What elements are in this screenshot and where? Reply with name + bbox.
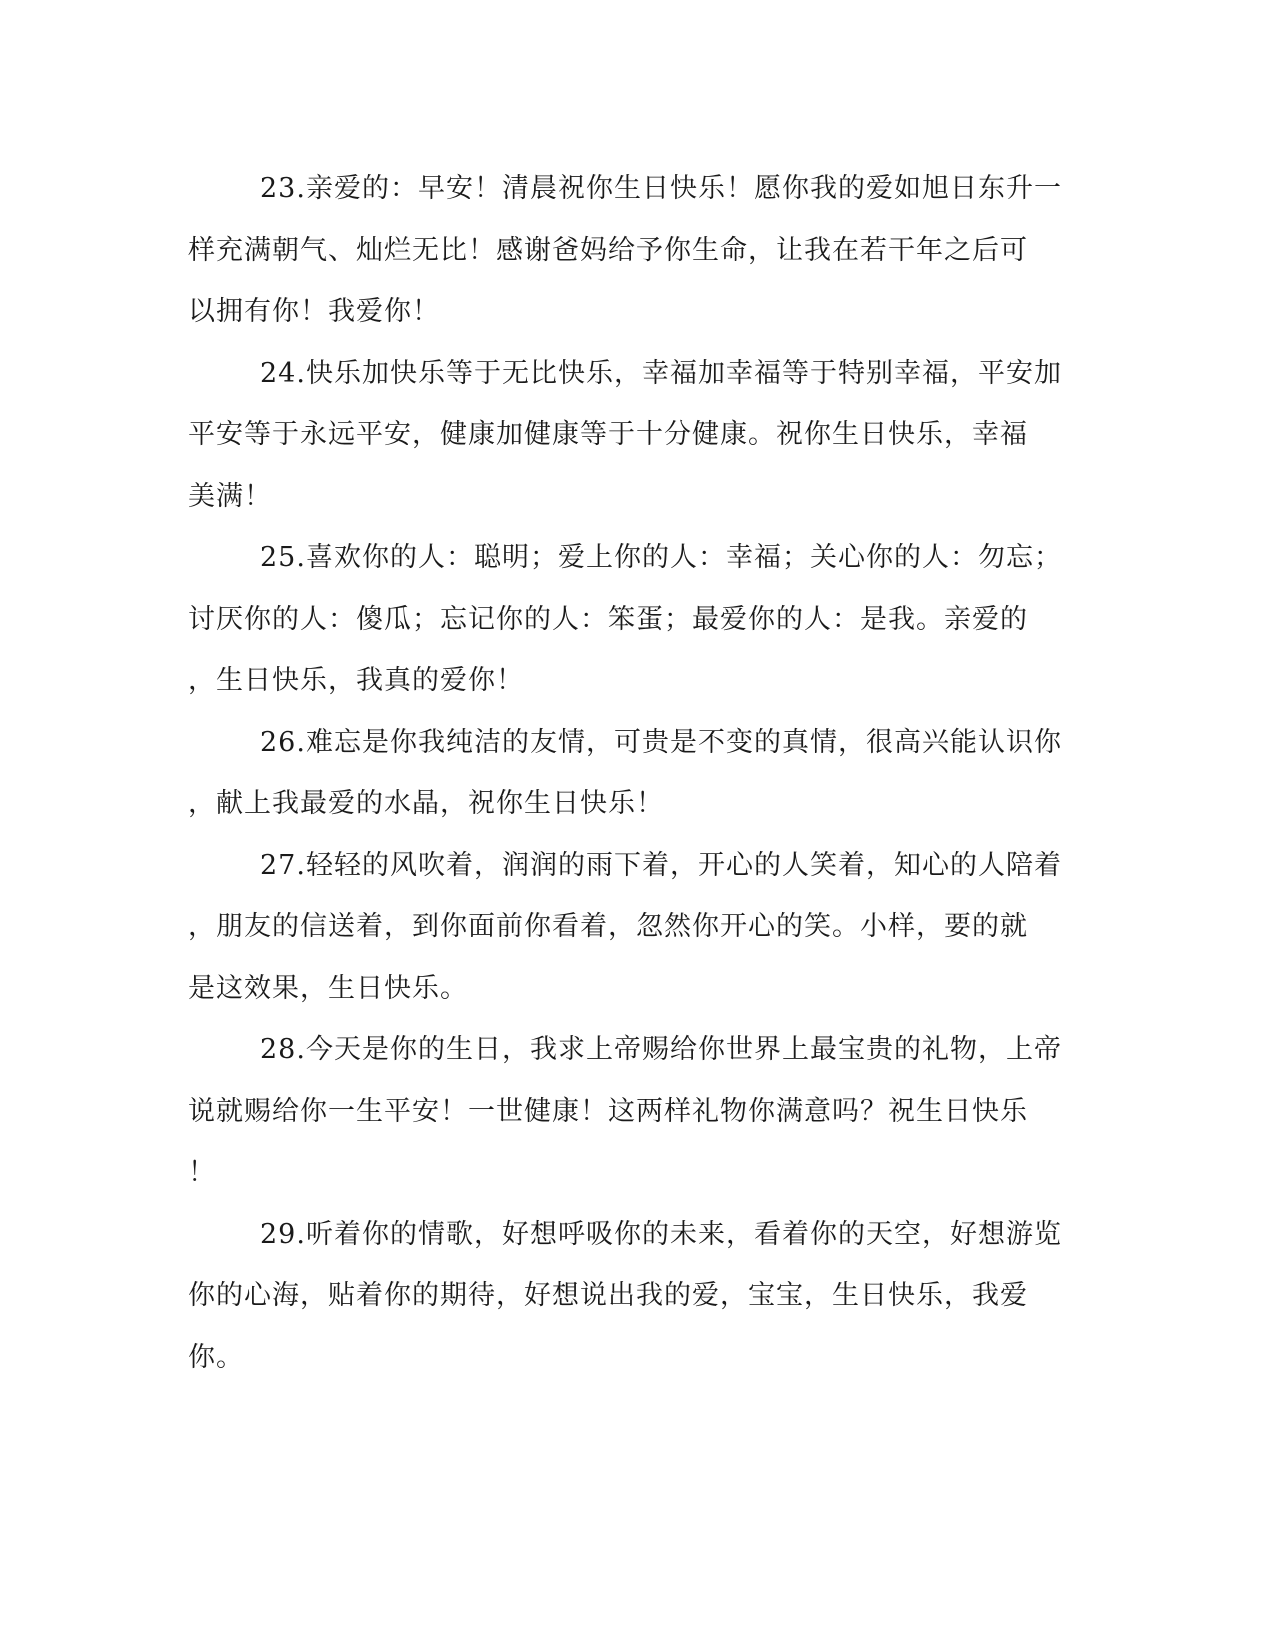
paragraph-28 [188,1019,1088,1204]
document-body [188,158,1088,1388]
paragraph-line: 25.喜欢你的人：聪明；爱上你的人：幸福；关心你的人：勿忘； [260,542,1062,573]
paragraph-line: 你的心海，贴着你的期待，好想说出我的爱，宝宝，生日快乐，我爱 [188,1280,1028,1311]
paragraph-line: 样充满朝气、灿烂无比！感谢爸妈给予你生命，让我在若干年之后可 [188,234,1028,266]
paragraph-line: ，生日快乐，我真的爱你！ [188,665,524,696]
paragraph-line: 26.难忘是你我纯洁的友情，可贵是不变的真情，很高兴能认识你 [260,726,1062,758]
paragraph-23 [188,158,1088,343]
paragraph-line: ，献上我最爱的水晶，祝你生日快乐！ [188,788,664,819]
paragraph-line: 美满！ [188,480,272,512]
paragraph-line: ，朋友的信送着，到你面前你看着，忽然你开心的笑。小样，要的就 [188,911,1028,942]
paragraph-line: 你。 [188,1341,244,1373]
paragraph-29 [188,1204,1088,1389]
paragraph-line: 平安等于永远平安，健康加健康等于十分健康。祝你生日快乐，幸福 [188,419,1028,450]
paragraph-line: 讨厌你的人：傻瓜；忘记你的人：笨蛋；最爱你的人：是我。亲爱的 [188,603,1028,635]
paragraph-line: ！ [188,1157,216,1188]
paragraph-line: 28.今天是你的生日，我求上帝赐给你世界上最宝贵的礼物，上帝 [260,1034,1062,1065]
paragraph-line: 23.亲爱的：早安！清晨祝你生日快乐！愿你我的爱如旭日东升一 [260,173,1062,204]
paragraph-27 [188,835,1088,1020]
paragraph-line: 24.快乐加快乐等于无比快乐，幸福加幸福等于特别幸福，平安加 [260,357,1062,389]
paragraph-24 [188,343,1088,528]
paragraph-26 [188,712,1088,835]
paragraph-line: 27.轻轻的风吹着，润润的雨下着，开心的人笑着，知心的人陪着 [260,849,1062,881]
paragraph-line: 以拥有你！我爱你！ [188,296,440,327]
paragraph-line: 29.听着你的情歌，好想呼吸你的未来，看着你的天空，好想游览 [260,1218,1062,1250]
paragraph-line: 说就赐给你一生平安！一世健康！这两样礼物你满意吗？祝生日快乐 [188,1095,1028,1127]
paragraph-25 [188,527,1088,712]
paragraph-line: 是这效果，生日快乐。 [188,972,468,1004]
